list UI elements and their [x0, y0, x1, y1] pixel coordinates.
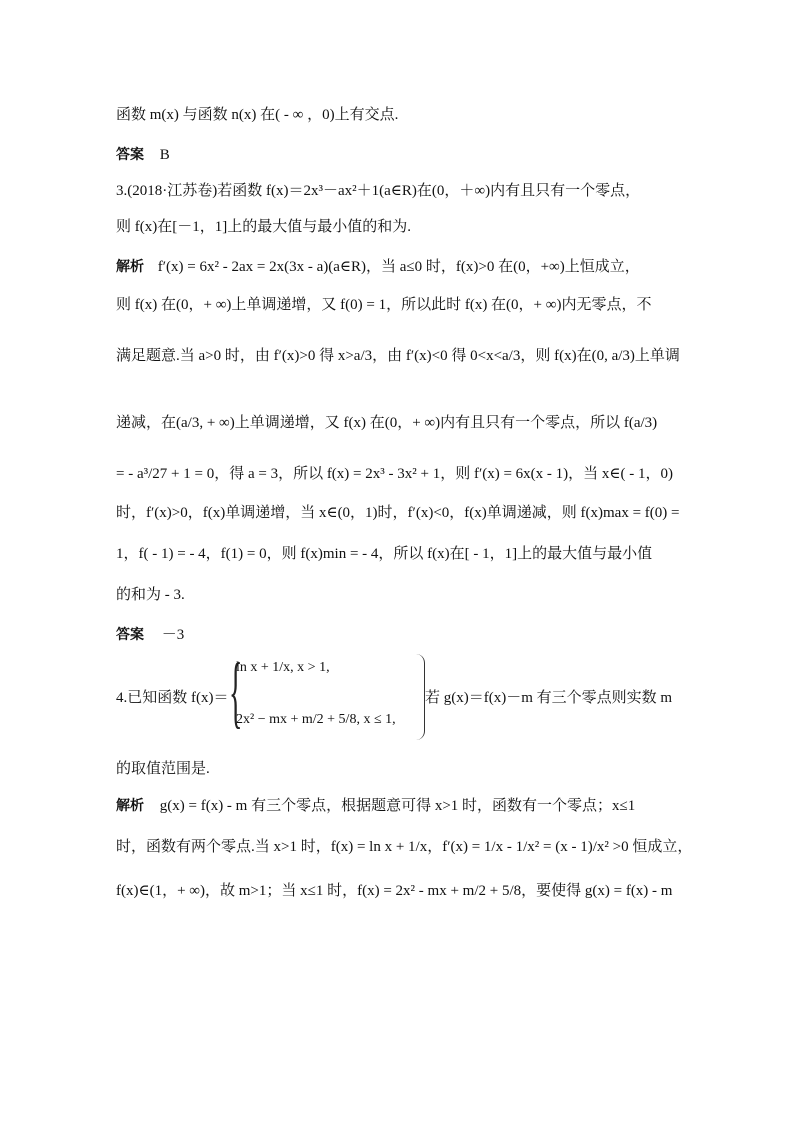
question-4-line: 若 g(x)＝f(x)－m 有三个零点则实数 m — [425, 690, 673, 706]
solution-line: 的和为 - 3. — [116, 587, 185, 603]
text-line: 函数 m(x) 与函数 n(x) 在( - ∞ ，0)上有交点. — [116, 107, 399, 123]
answer-label: 答案 — [116, 146, 144, 162]
piecewise-case-1: ln x + 1/x, x > 1, — [236, 660, 330, 675]
question-4-line: 的取值范围是. — [116, 761, 210, 777]
question-3-line: 3.(2018·江苏卷)若函数 f(x)＝2x³－ax²＋1(a∈R)在(0，＋∞)内有且只有一个零点， — [116, 183, 641, 199]
solution-line: f(x)∈(1，+ ∞)，故 m>1；当 x≤1 时，f(x) = 2x² - mx + m/2 + 5/8，要使得 g(x) = f(x) - m — [116, 883, 673, 899]
solution-label: 解析 — [116, 258, 144, 274]
solution-line: 1，f( - 1) = - 4，f(1) = 0，则 f(x)min = - 4，所以 f(x)在[ - 1，1]上的最大值与最小值 — [116, 546, 653, 562]
question-3-line: 则 f(x)在[－1，1]上的最大值与最小值的和为. — [116, 219, 411, 235]
answer-value: B — [159, 147, 170, 163]
solution-line: 时，f′(x)>0，f(x)单调递增，当 x∈(0，1)时，f′(x)<0，f(x)单调递减，则 f(x)max = f(0) = — [116, 505, 680, 521]
answer-label: 答案 — [116, 626, 144, 642]
piecewise-case-2: 2x² − mx + m/2 + 5/8, x ≤ 1, — [236, 712, 396, 727]
question-4-line: 4.已知函数 f(x)＝ — [116, 690, 229, 706]
left-brace: { — [229, 648, 243, 736]
answer-line — [116, 623, 696, 646]
solution-line: 解析 f′(x) = 6x² - 2ax = 2x(3x - a)(a∈R)，当 a≤0 时，f(x)>0 在(0，+∞)上恒成立， — [116, 258, 640, 275]
solution-label: 解析 — [116, 797, 144, 813]
answer-line — [116, 143, 696, 166]
solution-line: 则 f(x) 在(0，+ ∞)上单调递增，又 f(0) = 1，所以此时 f(x) 在(0，+ ∞)内无零点，不 — [116, 297, 652, 313]
solution-line: 解析 g(x) = f(x) - m 有三个零点，根据题意可得 x>1 时，函数有一个零点；x≤1 — [116, 797, 636, 814]
solution-line: 满足题意.当 a>0 时，由 f′(x)>0 得 x>a/3，由 f′(x)<0 得 0<x<a/3，则 f(x)在(0, a/3)上单调 — [116, 348, 680, 364]
right-paren — [416, 654, 425, 740]
solution-line: 递减，在(a/3, + ∞)上单调递增，又 f(x) 在(0，+ ∞)内有且只有一个零点，所以 f(a/3) — [116, 415, 658, 431]
solution-line: 时，函数有两个零点.当 x>1 时，f(x) = ln x + 1/x，f′(x) = 1/x - 1/x² = (x - 1)/x² >0 恒成立， — [116, 839, 693, 855]
answer-value: －3 — [161, 627, 185, 643]
solution-line: = - a³/27 + 1 = 0，得 a = 3，所以 f(x) = 2x³ - 3x² + 1，则 f′(x) = 6x(x - 1)，当 x∈( - 1，0) — [116, 466, 674, 482]
